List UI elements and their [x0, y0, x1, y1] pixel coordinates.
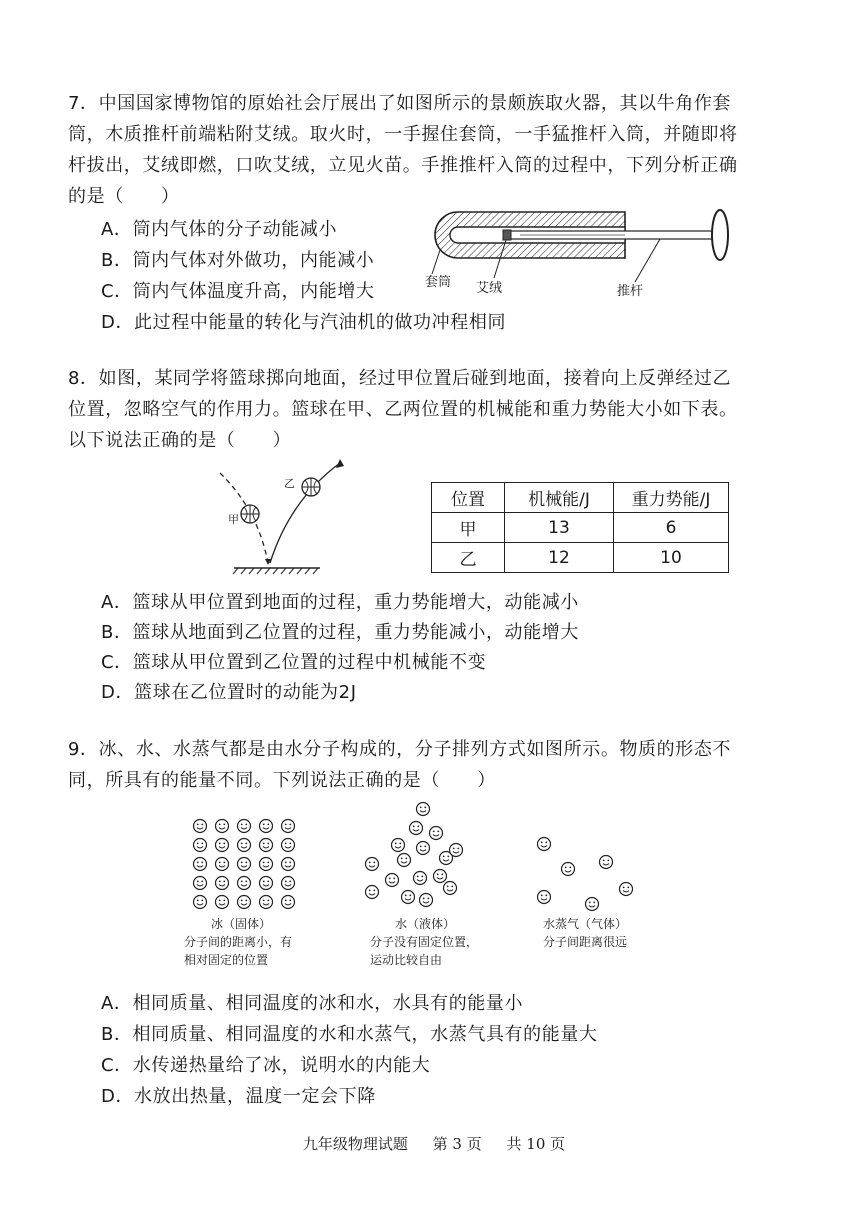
q8-option-b: B．篮球从地面到乙位置的过程，重力势能减小，动能增大: [101, 622, 579, 643]
molecule-icon: [414, 872, 427, 885]
molecule-icon: [398, 854, 411, 867]
molecule-icon: [538, 838, 551, 851]
molecule-icon: [450, 844, 463, 857]
label-position-a: 甲: [228, 513, 239, 526]
q9-option-c: C．水传递热量给了冰，说明水的内能大: [101, 1055, 431, 1076]
molecule-icon: [434, 870, 447, 883]
water-panel-title: 水（液体）: [395, 917, 456, 931]
label-tinder: 艾绒: [476, 281, 503, 296]
q7-line-1: 7．中国国家博物馆的原始社会厅展出了如图所示的景颇族取火器，其以牛角作套: [68, 93, 732, 114]
table-header-row: [432, 483, 729, 513]
table-header: 机械能/J: [505, 483, 614, 513]
fire-piston-figure: [410, 202, 740, 307]
footer-page-number: 第 3 页: [432, 1135, 482, 1153]
ice-panel-desc-2: 相对固定的位置: [184, 953, 269, 967]
label-position-b: 乙: [284, 477, 295, 490]
table-row: [432, 513, 729, 543]
table-cell: 12: [505, 543, 614, 573]
ball-a-icon: [241, 505, 259, 523]
water-molecules-figure: [360, 800, 470, 912]
q7-line-4: 的是（ ）: [68, 186, 180, 207]
molecule-icon: [194, 858, 207, 871]
footer-total-pages: 共 10 页: [506, 1135, 566, 1153]
molecule-icon: [282, 877, 295, 890]
molecule-icon: [216, 820, 229, 833]
q7-line-2: 筒，木质推杆前端粘附艾绒。取火时，一手握住套筒，一手猛推杆入筒，并随即将: [68, 124, 738, 145]
molecule-icon: [600, 856, 613, 869]
q9-option-b: B．相同质量、相同温度的水和水蒸气，水蒸气具有的能量大: [101, 1024, 598, 1045]
molecule-icon: [420, 894, 433, 907]
molecule-icon: [392, 839, 405, 852]
table-row: [432, 543, 729, 573]
molecule-icon: [238, 896, 251, 909]
q7-option-b: B．筒内气体对外做功，内能减小: [101, 250, 375, 271]
molecule-icon: [366, 886, 379, 899]
water-panel-desc-2: 运动比较自由: [370, 953, 443, 967]
molecule-icon: [562, 863, 575, 876]
molecule-icon: [386, 874, 399, 887]
q8-option-a: A．篮球从甲位置到地面的过程，重力势能增大，动能减小: [101, 592, 579, 613]
vapor-panel-title: 水蒸气（气体）: [543, 917, 628, 931]
footer-subject: 九年级物理试题: [302, 1135, 408, 1153]
molecule-icon: [194, 839, 207, 852]
table-cell: 13: [505, 513, 614, 543]
q9-line-1: 9．冰、水、水蒸气都是由水分子构成的，分子排列方式如图所示。物质的形态不: [68, 739, 732, 760]
molecule-icon: [216, 839, 229, 852]
molecule-icon: [238, 858, 251, 871]
molecule-icon: [620, 883, 633, 896]
q7-option-a: A．筒内气体的分子动能减小: [101, 219, 338, 240]
q7-line-3: 杆拔出，艾绒即燃，口吹艾绒，立见火苗。手推推杆入筒的过程中，下列分析正确: [68, 155, 738, 176]
water-panel-desc-1: 分子没有固定位置，: [370, 935, 479, 949]
table-cell: 甲: [432, 513, 505, 543]
vapor-panel-desc-1: 分子间距离很远: [543, 935, 628, 949]
table-header: 重力势能/J: [614, 483, 729, 513]
q7-option-d: D．此过程中能量的转化与汽油机的做功冲程相同: [101, 312, 507, 333]
molecule-icon: [260, 896, 273, 909]
molecule-icon: [282, 820, 295, 833]
table-cell: 10: [614, 543, 729, 573]
molecule-icon: [216, 858, 229, 871]
table-header: 位置: [432, 483, 505, 513]
vapor-molecules-figure: [530, 830, 640, 912]
energy-table: [431, 482, 729, 573]
ice-molecules-figure: [186, 812, 306, 912]
q8-option-d: D．篮球在乙位置时的动能为2J: [101, 682, 357, 703]
molecule-icon: [282, 839, 295, 852]
molecule-icon: [282, 896, 295, 909]
q9-option-a: A．相同质量、相同温度的冰和水，水具有的能量小: [101, 993, 524, 1014]
label-sleeve: 套筒: [425, 275, 452, 290]
molecule-icon: [417, 803, 430, 816]
molecule-icon: [366, 858, 379, 871]
label-rod: 推杆: [617, 284, 644, 299]
molecule-icon: [410, 822, 423, 835]
molecule-icon: [586, 898, 599, 911]
molecule-icon: [444, 882, 457, 895]
molecule-icon: [260, 858, 273, 871]
molecule-icon: [216, 896, 229, 909]
molecule-icon: [194, 896, 207, 909]
q8-line-2: 位置，忽略空气的作用力。篮球在甲、乙两位置的机械能和重力势能大小如下表。: [68, 399, 738, 420]
molecule-icon: [238, 877, 251, 890]
molecule-icon: [260, 877, 273, 890]
molecule-icon: [238, 839, 251, 852]
molecule-icon: [260, 839, 273, 852]
molecule-icon: [260, 820, 273, 833]
molecule-icon: [417, 842, 430, 855]
molecule-icon: [216, 877, 229, 890]
molecule-icon: [238, 820, 251, 833]
q9-line-2: 同，所具有的能量不同。下列说法正确的是（ ）: [68, 770, 496, 791]
q7-option-c: C．筒内气体温度升高，内能增大: [101, 281, 375, 302]
molecule-icon: [430, 827, 443, 840]
molecule-icon: [282, 858, 295, 871]
ice-panel-title: 冰（固体）: [211, 917, 272, 931]
table-cell: 乙: [432, 543, 505, 573]
page-footer: [0, 1133, 868, 1154]
molecule-icon: [194, 877, 207, 890]
molecule-icon: [402, 891, 415, 904]
q8-option-c: C．篮球从甲位置到乙位置的过程中机械能不变: [101, 652, 487, 673]
ice-panel-desc-1: 分子间的距离小，有: [184, 935, 293, 949]
molecule-icon: [538, 891, 551, 904]
q8-line-1: 8．如图，某同学将篮球掷向地面，经过甲位置后碰到地面，接着向上反弹经过乙: [68, 368, 732, 389]
molecule-icon: [194, 820, 207, 833]
ball-b-icon: [302, 478, 320, 496]
basketball-bounce-figure: [220, 455, 360, 580]
table-cell: 6: [614, 513, 729, 543]
q8-line-3: 以下说法正确的是（ ）: [68, 430, 292, 451]
q9-option-d: D．水放出热量，温度一定会下降: [101, 1086, 376, 1107]
